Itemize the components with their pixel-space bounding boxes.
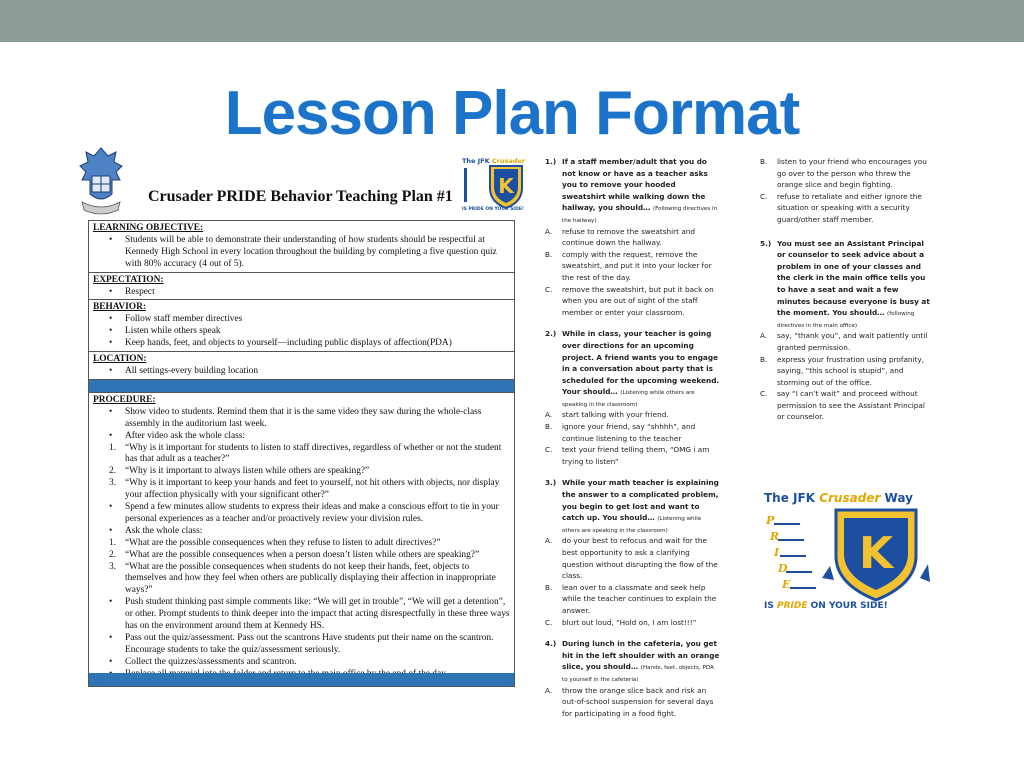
- jfk-crusader-way-logo-icon: [760, 488, 932, 612]
- answer-option: B. lean over to a classmate and seek help while the teacher continues to explain the answer.: [545, 582, 717, 615]
- list-item: • Keep hands, feet, and objects to yourself—including public displays of affection(PDA): [109, 338, 452, 349]
- procedure-item: • After video ask the whole class:: [109, 430, 246, 441]
- procedure-item: • Spend a few minutes allow students to express their ideas and make a conscious effort to tie in your personal experiences as a teacher and/or proactively review your division rules.: [109, 502, 499, 524]
- procedure-item: 1. “Why is it important for students to listen to staff directives, regardless of whether or not the student has that adult as a teacher?”: [109, 442, 502, 465]
- svg-text:IS PRIDE ON YOUR SIDE!: IS PRIDE ON YOUR SIDE!: [462, 207, 524, 212]
- answer-option: A. throw the orange slice back and risk an out-of-school suspension for several days for participating in a food fight.: [545, 685, 714, 718]
- expectation-title: EXPECTATION:: [93, 274, 164, 285]
- list-item: • Respect: [109, 286, 155, 297]
- procedure-item: • Ask the whole class:: [109, 525, 203, 536]
- procedure-item: 2. “What are the possible consequences when a person doesn’t listen while others are speaking?”: [109, 549, 480, 560]
- slide-title: Lesson Plan Format: [224, 79, 800, 148]
- svg-text:D: D: [778, 562, 788, 575]
- crest-icon: [76, 146, 126, 218]
- svg-text:R: R: [770, 530, 780, 543]
- answer-option: A. refuse to remove the sweatshirt and continue down the hallway.: [545, 226, 696, 248]
- answer-option: C. remove the sweatshirt, but put it back on when you are out of sight of the staff member or enter your classroom.: [545, 284, 714, 317]
- list-item: • Follow staff member directives: [109, 314, 243, 325]
- svg-text:The JFK Crusader Way: The JFK Crusader Way: [764, 491, 913, 505]
- procedure-item: • Show video to students. Remind them that it is the same video they saw during the whole-class assembly in the auditorium last week.: [109, 406, 482, 429]
- svg-text:The JFK Crusader: The JFK Crusader: [462, 157, 526, 165]
- top-bar: [0, 0, 1024, 42]
- quiz-column-2: [760, 156, 932, 423]
- document-header: [74, 146, 526, 222]
- answer-option: A. start talking with your friend.: [545, 410, 669, 420]
- location-title: LOCATION:: [93, 354, 147, 365]
- svg-text:K: K: [498, 174, 514, 198]
- procedure-item: 3. “What are the possible consequences when students do not keep their hands, feet, objects to themselves and how they feel when others are publically displaying their affection in inappropriate ways?”: [109, 561, 496, 596]
- answer-option: B. express your frustration using profanity, saying, “this school is stupid”, and storming out of the office.: [760, 354, 925, 387]
- svg-text:I: I: [774, 546, 780, 559]
- answer-option: B. comply with the request, remove the sweatshirt, and put it into your locker for the rest of the day.: [545, 249, 712, 282]
- answer-option: C. blurt out loud, “Hold on, I am lost!!!”: [545, 617, 697, 627]
- svg-text:P: P: [766, 514, 775, 527]
- behavior-title: BEHAVIOR:: [93, 302, 146, 313]
- procedure-item: • Collect the quizzes/assessments and scantron.: [109, 656, 297, 667]
- list-item: • Listen while others speak: [109, 326, 221, 337]
- procedure-item: 3. “Why is it important to keep your hands and feet to yourself, not hit others with objects, nor display your affection physically with your significant other?”: [109, 478, 500, 501]
- svg-text:IS PRIDE ON YOUR SIDE!: IS PRIDE ON YOUR SIDE!: [764, 601, 888, 611]
- bottom-bar: [89, 673, 514, 686]
- question-1: 1.) If a staff member/adult that you do not know or have as a teacher asks you to remove your hooded sweatshirt while walking down the hallway, you should… (Following directives in the hallway): [545, 157, 718, 224]
- svg-text:E: E: [782, 578, 791, 591]
- question-3: 3.) While your math teacher is explaining the answer to a complicated problem, you begin to get lost and want to catch up. You should… (Listening while others are speaking in the classroom): [545, 478, 719, 534]
- answer-option: B. ignore your friend, say “shhhh”, and continue listening to the teacher: [545, 422, 696, 443]
- answer-option: A. do your best to refocus and wait for the best opportunity to ask a clarifying question without disrupting the flow of the class.: [545, 536, 718, 581]
- question-4: 4.) During lunch in the cafeteria, you get hit in the left shoulder with an orange slice, you should… (Hands, feet, objects, PDA to yourself in the cafeteria): [545, 639, 720, 683]
- list-item: • Students will be able to demonstrate their understanding of how students should be respectful at Kennedy High School in every location throughout the building by completing a five question quiz with 80% accuracy (4 out of 5).: [109, 234, 497, 269]
- procedure-section: [89, 393, 514, 682]
- jfk-logo-small-icon: [460, 154, 526, 212]
- answer-option: C. text your friend telling them, “OMG i am trying to listen”: [545, 445, 710, 466]
- list-item: • All settings-every building location: [109, 365, 259, 376]
- answer-option: C. refuse to retaliate and either ignore the situation or speaking with a security guard/other staff member.: [760, 191, 922, 224]
- teaching-plan-table: [88, 220, 515, 687]
- procedure-item: • Push student thinking past simple comments like: “We will get in trouble”, “We will get a detention”, or other. Prompt students to think deeper into the impact that acting disrespectfully in these three ways has on the environment around them at Kennedy HS.: [109, 597, 510, 632]
- behavior-section: [89, 300, 514, 352]
- learning-objective-section: [89, 221, 514, 273]
- svg-text:K: K: [858, 528, 894, 579]
- answer-option: C. say “I can’t wait” and proceed without permission to see the Assistant Principal or counselor.: [760, 389, 925, 422]
- answer-option: A. say, “thank you”, and wait patiently until granted permission.: [760, 331, 928, 352]
- divider-bar: [89, 380, 514, 393]
- procedure-title: PROCEDURE:: [93, 394, 156, 405]
- pride-acrostic: [765, 514, 816, 591]
- question-2: 2.) While in class, your teacher is going over directions for an upcoming project. A friend wants you to engage in a conversation about party that is scheduled for the upcoming weekend. Your should… (Listening while others are speaking in the classroom): [545, 329, 720, 408]
- answer-option: B. listen to your friend who encourages you go over to the person who threw the orange slice and begin fighting.: [760, 157, 927, 190]
- procedure-item: 1. “What are the possible consequences when they refuse to listen to adult directives?”: [109, 537, 441, 548]
- location-section: [89, 352, 514, 380]
- expectation-section: [89, 273, 514, 301]
- procedure-item: • Pass out the quiz/assessment. Pass out the scantrons Have students put their name on the scantron. Encourage students to take the quiz/assessment seriously.: [109, 633, 494, 655]
- learning-objective-title: LEARNING OBJECTIVE:: [93, 223, 204, 233]
- question-5: 5.) You must see an Assistant Principal or counselor to seek advice about a problem in one of your classes and the clerk in the main office tells you to have a seat and wait a few minutes because everyone is busy at the moment. You should… (following directives in the main office): [760, 238, 930, 329]
- procedure-item: 2. “Why is it important to always listen while others are speaking?”: [109, 466, 370, 477]
- quiz-column-1: [545, 156, 720, 719]
- document-heading: Crusader PRIDE Behavior Teaching Plan #1: [148, 188, 453, 205]
